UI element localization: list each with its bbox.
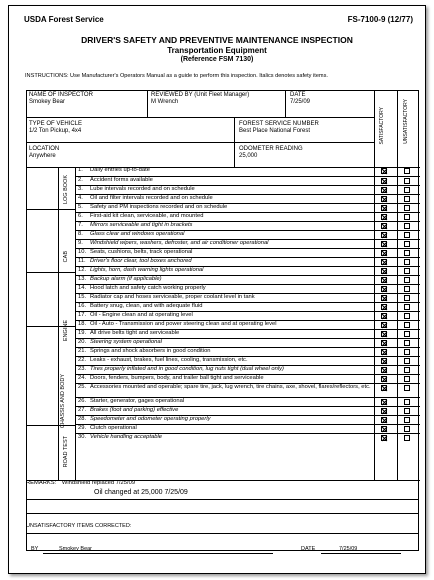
checklist-item-text: First-aid kit clean, serviceable, and mounted [90,213,204,219]
unsatisfactory-checkbox[interactable] [404,295,410,301]
satisfactory-checkbox[interactable] [381,223,387,229]
checklist-item [76,311,420,320]
checklist-item [76,347,420,356]
checklist-item-text: Daily entries up-to-date [90,167,150,173]
checklist-item [76,275,420,284]
unsatisfactory-checkbox[interactable] [404,367,410,373]
unsatisfactory-checkbox[interactable] [404,408,410,414]
satisfactory-checkbox[interactable] [381,277,387,283]
checklist-item-text: Oil - Auto - Transmission and power steering clean and at operating level [90,321,277,327]
unsatisfactory-checkbox[interactable] [404,331,410,337]
checklist-item [76,203,420,212]
fs-number-label: FOREST SERVICE NUMBER [239,121,319,127]
form-number: FS-7100-9 (12/77) [347,15,413,24]
checklist-item-number: 3. [78,186,83,192]
by-value[interactable]: Smokey Bear [59,546,93,552]
form-subtitle: Transportation Equipment [167,46,267,55]
checklist-item-number: 6. [78,213,83,219]
checklist-item-text: Clutch operational [90,425,137,431]
checklist-item [76,212,420,221]
checklist-item-text: Battery snug, clean, and with adequate fluid [90,303,203,309]
satisfactory-checkbox[interactable] [381,187,387,193]
inspection-form-page [8,5,426,574]
unsatisfactory-checkbox[interactable] [404,385,410,391]
unsatisfactory-checkbox[interactable] [404,435,410,441]
checklist-item-text: Brakes (foot and parking) effective [90,407,179,413]
odometer-label: ODOMETER READING [239,146,303,152]
checklist-item [76,320,420,329]
satisfactory-checkbox[interactable] [381,214,387,220]
checklist-item [76,167,420,176]
checklist-item-number: 11. [78,258,86,264]
checklist-item-number: 15. [78,294,87,300]
checklist-item-text: Accident forms available [90,177,153,183]
vehicle-type-value[interactable]: 1/2 Ton Pickup, 4x4 [29,128,82,134]
checklist-item-text: Oil - Engine clean and at operating level [90,312,193,318]
satisfactory-checkbox[interactable] [381,241,387,247]
satisfactory-checkbox[interactable] [381,295,387,301]
checklist-item-text: Oil and filter intervals recorded and on schedule [90,195,213,201]
unsatisfactory-checkbox[interactable] [404,322,410,328]
checklist-item-number: 24. [78,375,87,381]
satisfactory-checkbox[interactable] [381,331,387,337]
checklist-item [76,230,420,239]
footer-date-value[interactable]: 7/25/09 [339,546,358,552]
checklist-item-number: 30. [78,434,87,440]
checklist-item-text: Hood latch and safety catch working properly [90,285,206,291]
checklist-item-number: 10. [78,249,87,255]
checklist-item-text: Leaks - exhaust, brakes, fuel lines, cooling, transmission, etc. [90,357,248,363]
checklist-item [76,329,420,338]
unsatisfactory-checkbox[interactable] [404,232,410,238]
remarks-label: REMARKS: [26,480,57,486]
satisfactory-checkbox[interactable] [381,435,387,441]
checklist-item-number: 16. [78,303,87,309]
unsatisfactory-corrected-label: UNSATISFACTORY ITEMS CORRECTED: [26,523,132,529]
remarks-line2[interactable]: Oil changed at 25,000 7/25/09 [94,489,188,496]
satisfactory-checkbox[interactable] [381,168,387,174]
unsatisfactory-checkbox[interactable] [404,340,410,346]
checklist-item-number: 18. [78,321,87,327]
instructions-text: INSTRUCTIONS: Use Manufacturer's Operators Manual as a guide to perform this inspection. Italics denotes safety items. [25,73,328,79]
satisfactory-header: SATISFACTORY [379,107,385,145]
checklist-item-number: 25. [78,384,87,390]
inspector-label: NAME OF INSPECTOR [29,92,93,98]
odometer-value[interactable]: 25,000 [239,153,258,159]
unsatisfactory-checkbox[interactable] [404,168,410,174]
checklist-item-text: Lights, horn, dash warning lights operational [90,267,204,273]
inspector-value[interactable]: Smokey Bear [29,99,66,105]
checklist-item-text: Safety and PM inspections recorded and on schedule [90,204,228,210]
section-log-book: LOG BOOK [63,175,69,205]
checklist-item [76,415,420,424]
unsatisfactory-checkbox[interactable] [404,286,410,292]
unsatisfactory-checkbox[interactable] [404,268,410,274]
checklist-item [76,266,420,275]
checklist-item [76,176,420,185]
satisfactory-checkbox[interactable] [381,426,387,432]
satisfactory-checkbox[interactable] [381,340,387,346]
checklist-item [76,356,420,365]
checklist-item-text: Lube intervals recorded and on schedule [90,186,195,192]
checklist-item-number: 20. [78,339,87,345]
satisfactory-checkbox[interactable] [381,367,387,373]
checklist-item [76,374,420,383]
checklist-item-text: Tires properly inflated and in good condition, lug nuts tight (dual wheel only) [90,366,284,372]
checklist-item [76,194,420,203]
satisfactory-checkbox[interactable] [381,232,387,238]
satisfactory-checkbox[interactable] [381,178,387,184]
checklist-item-text: Windshield wipers, washers, defroster, and air conditioner operational [90,240,269,246]
agency-name: USDA Forest Service [24,15,104,24]
checklist-item-text: Backup alarm (if applicable) [90,276,162,282]
reviewed-value[interactable]: M Wrench [151,99,179,105]
unsatisfactory-checkbox[interactable] [404,214,410,220]
checklist-item-number: 8. [78,231,83,237]
checklist-item-number: 13. [78,276,87,282]
unsatisfactory-checkbox[interactable] [404,205,410,211]
checklist-item [76,383,420,397]
unsatisfactory-checkbox[interactable] [404,304,410,310]
checklist-item-number: 2. [78,177,83,183]
satisfactory-checkbox[interactable] [381,313,387,319]
satisfactory-checkbox[interactable] [381,322,387,328]
satisfactory-checkbox[interactable] [381,259,387,265]
checklist-item-text: Speedometer and odometer operating properly [90,416,211,422]
checklist-item-text: Seats, cushions, belts, track operational [90,249,193,255]
section-engine: ENGINE [63,320,69,342]
satisfactory-checkbox[interactable] [381,286,387,292]
satisfactory-checkbox[interactable] [381,250,387,256]
checklist-item [76,365,420,374]
checklist-item-number: 17. [78,312,87,318]
checklist-item-number: 7. [78,222,83,228]
checklist-item-text: Doors, fenders, bumpers, body, and trailer ball tight and serviceable [90,375,264,381]
checklist-item [76,248,420,257]
section-chassis-and-body: CHASSIS AND BODY [60,374,66,429]
checklist-item [76,284,420,293]
checklist-item-text: Steering system operational [90,339,162,345]
satisfactory-checkbox[interactable] [381,205,387,211]
vehicle-type-label: TYPE OF VEHICLE [29,121,83,127]
satisfactory-checkbox[interactable] [381,196,387,202]
section-cab: CAB [63,251,69,263]
unsatisfactory-checkbox[interactable] [404,250,410,256]
checklist-item-text: Springs and shock absorbers in good condition [90,348,211,354]
unsatisfactory-header: UNSATISFACTORY [403,99,409,144]
checklist-item [76,257,420,266]
unsatisfactory-checkbox[interactable] [404,196,410,202]
form-title: DRIVER'S SAFETY AND PREVENTIVE MAINTENANCE INSPECTION [81,35,353,45]
checklist-item-number: 23. [78,366,87,372]
satisfactory-checkbox[interactable] [381,385,387,391]
footer-date-label: DATE [301,546,316,552]
satisfactory-checkbox[interactable] [381,268,387,274]
checklist-item-text: All drive belts tight and serviceable [90,330,180,336]
checklist-item-number: 4. [78,195,83,201]
checklist-item [76,293,420,302]
checklist-item-number: 21. [78,348,87,354]
unsatisfactory-checkbox[interactable] [404,277,410,283]
location-value[interactable]: Anywhere [29,153,56,159]
unsatisfactory-checkbox[interactable] [404,417,410,423]
satisfactory-checkbox[interactable] [381,408,387,414]
satisfactory-checkbox[interactable] [381,349,387,355]
date-value[interactable]: 7/25/09 [290,99,311,105]
checklist-item-text: Radiator cap and hoses serviceable, proper coolant level in tank [90,294,255,300]
checklist-item-number: 14. [78,285,87,291]
checklist-item-number: 28. [78,416,87,422]
checklist-item-text: Driver's floor clear, tool boxes anchored [90,258,192,264]
reviewed-label: REVIEWED BY (Unit Fleet Manager) [151,92,250,98]
checklist-item-text: Accessories mounted and operable; spare tire, jack, lug wrench, tire chains, axe, shovel, flares/reflectors, etc. [90,384,371,390]
checklist-item-text: Mirrors serviceable and tight in brackets [90,222,193,228]
satisfactory-checkbox[interactable] [381,417,387,423]
satisfactory-checkbox[interactable] [381,376,387,382]
checklist-item-number: 5. [78,204,83,210]
checklist-item [76,221,420,230]
satisfactory-checkbox[interactable] [381,358,387,364]
unsatisfactory-checkbox[interactable] [404,259,410,265]
unsatisfactory-checkbox[interactable] [404,358,410,364]
checklist-item [76,397,420,406]
unsatisfactory-checkbox[interactable] [404,426,410,432]
checklist-item [76,433,420,442]
checklist-item-number: 26. [78,398,87,404]
unsatisfactory-checkbox[interactable] [404,399,410,405]
section-road-test: ROAD TEST [63,436,69,468]
remarks-label-line [26,480,135,486]
satisfactory-checkbox[interactable] [381,399,387,405]
checklist-item-number: 1. [78,167,83,173]
checklist-item-number: 22. [78,357,87,363]
unsatisfactory-checkbox[interactable] [404,313,410,319]
checklist-item [76,185,420,194]
location-label: LOCATION [29,146,60,152]
checklist-item [76,406,420,415]
unsatisfactory-checkbox[interactable] [404,178,410,184]
checklist-item-number: 27. [78,407,87,413]
checklist-item-text: Vehicle handling acceptable [90,434,162,440]
unsatisfactory-checkbox[interactable] [404,241,410,247]
checklist-item-number: 9. [78,240,83,246]
date-label: DATE [290,92,306,98]
checklist-item [76,424,420,433]
checklist-item-text: Glass clear and windows operational [90,231,185,237]
checklist-item-text: Starter, generator, gages operational [90,398,185,404]
form-reference: (Reference FSM 7130) [180,56,254,63]
unsatisfactory-checkbox[interactable] [404,349,410,355]
unsatisfactory-checkbox[interactable] [404,223,410,229]
checklist-item-number: 12. [78,267,87,273]
unsatisfactory-checkbox[interactable] [404,376,410,382]
checklist-item [76,239,420,248]
fs-number-value[interactable]: Best Place National Forest [239,128,311,134]
checklist-item-number: 29. [78,425,87,431]
checklist-item-number: 19. [78,330,87,336]
by-label: BY [31,546,39,552]
checklist-item [76,302,420,311]
checklist-item [76,338,420,347]
satisfactory-checkbox[interactable] [381,304,387,310]
remarks-line1[interactable]: Windshield replaced 7/25/09 [61,480,136,486]
unsatisfactory-checkbox[interactable] [404,187,410,193]
